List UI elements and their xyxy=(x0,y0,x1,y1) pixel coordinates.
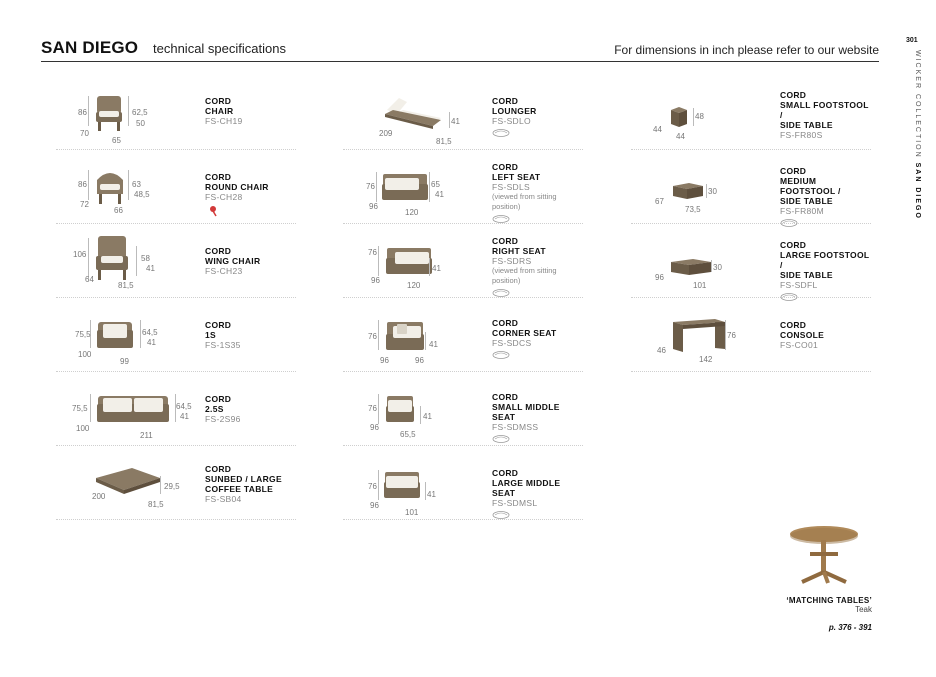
product-name-line: SUNBED / LARGE xyxy=(205,474,282,484)
dim-depth: 72 xyxy=(80,200,89,209)
dim-width: 81,5 xyxy=(436,137,452,146)
matching-pages: p. 376 - 391 xyxy=(828,623,872,632)
fabric-icon xyxy=(492,434,510,444)
brand-title: SAN DIEGO xyxy=(41,38,139,57)
fabric-icon xyxy=(492,350,510,360)
product-code: FS-SDRS xyxy=(492,256,532,266)
dim-width: 96 xyxy=(415,356,424,365)
dim-width: 120 xyxy=(405,208,419,217)
large-footstool-image xyxy=(669,258,713,276)
product-name-line: LEFT SEAT xyxy=(492,172,541,182)
product-info xyxy=(780,166,871,228)
teak-table-image xyxy=(788,524,860,584)
medium-footstool-image xyxy=(671,182,705,200)
product-code: FS-SDMSS xyxy=(492,422,539,432)
armchair-image xyxy=(96,318,134,350)
dim-width: 73,5 xyxy=(685,205,701,214)
dim-width: 44 xyxy=(676,132,685,141)
wing-chair-image xyxy=(94,234,130,282)
product-name-line: SIDE TABLE xyxy=(780,270,833,280)
product-code: FS-CO01 xyxy=(780,340,818,350)
dim-depth: 44 xyxy=(653,125,662,134)
matching-tables xyxy=(782,596,872,632)
product-2-5s xyxy=(56,380,296,446)
dim-seat: 41 xyxy=(180,412,189,421)
dim-width: 81,5 xyxy=(118,281,134,290)
fabric-icon xyxy=(780,292,798,302)
product-code: FS-SDFL xyxy=(780,280,818,290)
sofa-image xyxy=(96,392,170,424)
corner-seat-image xyxy=(385,320,425,352)
product-name-line: SMALL FOOTSTOOL / xyxy=(780,100,869,120)
product-name-line: CORNER SEAT xyxy=(492,328,557,338)
product-code: FS-2S96 xyxy=(205,414,241,424)
lounger-image xyxy=(381,96,443,130)
dim-width: 81,5 xyxy=(148,500,164,509)
product-info xyxy=(205,96,243,126)
product-info xyxy=(492,162,583,224)
fabric-icon xyxy=(492,214,510,224)
dim-height: 75,5 xyxy=(72,404,88,413)
product-name-line: CORD xyxy=(492,318,519,328)
product-name-line: CORD xyxy=(205,246,232,256)
dimensions-note: For dimensions in inch please refer to our website xyxy=(614,43,879,57)
product-console xyxy=(631,306,871,372)
product-name-line: CORD xyxy=(205,320,232,330)
product-right-seat xyxy=(343,232,583,298)
product-name-line: CORD xyxy=(205,96,232,106)
dim-seat: 50 xyxy=(136,119,145,128)
large-middle-seat-image xyxy=(383,470,421,500)
product-code: FS-FR80M xyxy=(780,206,824,216)
product-info xyxy=(780,320,824,350)
dim-seat: 41 xyxy=(146,264,155,273)
product-1s xyxy=(56,306,296,372)
product-name-line: SIDE TABLE xyxy=(780,196,833,206)
collection-name: SAN DIEGO xyxy=(914,162,921,220)
fabric-icon xyxy=(780,218,798,228)
fabric-icon xyxy=(492,128,510,138)
product-code: FS-SDLS xyxy=(492,182,530,192)
product-code: FS-SDCS xyxy=(492,338,532,348)
console-image xyxy=(671,318,727,354)
product-corner-seat xyxy=(343,306,583,372)
dim-height: 86 xyxy=(78,180,87,189)
dim-height: 76 xyxy=(727,331,736,340)
product-left-seat xyxy=(343,158,583,224)
product-code: FS-1S35 xyxy=(205,340,241,350)
product-name-line: CORD xyxy=(492,236,519,246)
product-info xyxy=(492,236,583,298)
product-name-line: CONSOLE xyxy=(780,330,825,340)
product-medium-footstool xyxy=(631,158,871,224)
product-name-line: CORD xyxy=(780,166,807,176)
dim-width: 65 xyxy=(112,136,121,145)
dim-height: 30 xyxy=(713,263,722,272)
product-info xyxy=(492,392,583,444)
product-code: FS-SB04 xyxy=(205,494,242,504)
product-info xyxy=(492,468,583,520)
fabric-icon xyxy=(492,510,510,520)
dim-height: 76 xyxy=(368,404,377,413)
dim-seat-arm: 63 xyxy=(132,180,141,189)
product-name-line: MEDIUM FOOTSTOOL / xyxy=(780,176,841,196)
dim-width: 99 xyxy=(120,357,129,366)
dim-depth: 67 xyxy=(655,197,664,206)
product-name-line: LARGE FOOTSTOOL / xyxy=(780,250,870,270)
pin-icon xyxy=(208,205,220,217)
dim-height: 48 xyxy=(695,112,704,121)
dim-seat: 41 xyxy=(147,338,156,347)
dim-seat-arm: 62,5 xyxy=(132,108,148,117)
product-name-line: 2.5S xyxy=(205,404,224,414)
product-info xyxy=(205,394,241,424)
matching-title: ‘MATCHING TABLES’ xyxy=(786,596,872,605)
product-round-chair xyxy=(56,158,296,224)
dim-depth: 100 xyxy=(78,350,92,359)
dim-height: 106 xyxy=(73,250,87,259)
product-code: FS-CH23 xyxy=(205,266,243,276)
dim-depth: 96 xyxy=(369,202,378,211)
product-name-line: CORD xyxy=(780,320,807,330)
product-name-line: CORD xyxy=(780,90,807,100)
product-info xyxy=(205,172,269,219)
product-info xyxy=(492,96,537,138)
product-name-line: CHAIR xyxy=(205,106,234,116)
dim-width: 65,5 xyxy=(400,430,416,439)
dim-seat: 41 xyxy=(427,490,436,499)
page-header xyxy=(41,36,879,62)
product-note: (viewed from sitting position) xyxy=(492,192,557,211)
product-name-line: CORD xyxy=(492,468,519,478)
product-info xyxy=(780,90,871,140)
product-sunbed xyxy=(56,454,296,520)
small-footstool-image xyxy=(669,106,689,128)
round-chair-image xyxy=(94,166,126,206)
dim-depth: 96 xyxy=(370,501,379,510)
left-seat-image xyxy=(381,172,429,202)
product-name-line: CORD xyxy=(205,394,232,404)
fabric-icon xyxy=(492,288,510,298)
product-code: FS-CH28 xyxy=(205,192,243,202)
dim-depth: 96 xyxy=(380,356,389,365)
dim-height: 76 xyxy=(368,482,377,491)
dim-depth: 96 xyxy=(370,423,379,432)
product-info xyxy=(205,320,241,350)
dim-height: 29,5 xyxy=(164,482,180,491)
side-collection-label xyxy=(914,50,921,220)
dim-width: 101 xyxy=(693,281,707,290)
dim-depth: 70 xyxy=(80,129,89,138)
product-name-line: SIDE TABLE xyxy=(780,120,833,130)
product-info xyxy=(205,246,260,276)
product-wing-chair xyxy=(56,232,296,298)
dim-height: 41 xyxy=(451,117,460,126)
collection-label: WICKER COLLECTION xyxy=(914,50,921,159)
product-small-footstool xyxy=(631,84,871,150)
product-name-line: CORD xyxy=(205,464,232,474)
dim-length: 200 xyxy=(92,492,106,501)
dim-depth: 96 xyxy=(655,273,664,282)
dim-seat: 48,5 xyxy=(134,190,150,199)
product-name-line: 1S xyxy=(205,330,216,340)
dim-depth: 46 xyxy=(657,346,666,355)
product-info xyxy=(205,464,282,504)
dim-depth: 100 xyxy=(76,424,90,433)
product-name-line: LOUNGER xyxy=(492,106,537,116)
page-subtitle: technical specifications xyxy=(153,41,286,56)
product-name-line: SMALL MIDDLE SEAT xyxy=(492,402,560,422)
product-code: FS-CH19 xyxy=(205,116,243,126)
product-name-line: ROUND CHAIR xyxy=(205,182,269,192)
page-number: 301 xyxy=(906,37,918,44)
dim-seat: 41 xyxy=(435,190,444,199)
product-small-middle-seat xyxy=(343,380,583,446)
product-chair xyxy=(56,84,296,150)
dim-length: 209 xyxy=(379,129,393,138)
dim-seat-arm: 58 xyxy=(141,254,150,263)
dim-height: 76 xyxy=(366,182,375,191)
product-code: FS-SDMSL xyxy=(492,498,538,508)
product-name-line: CORD xyxy=(492,96,519,106)
product-name-line: RIGHT SEAT xyxy=(492,246,546,256)
product-name-line: WING CHAIR xyxy=(205,256,261,266)
product-lounger xyxy=(343,84,583,150)
product-name-line: COFFEE TABLE xyxy=(205,484,274,494)
dim-width: 142 xyxy=(699,355,713,364)
dim-depth: 64 xyxy=(85,275,94,284)
dim-seat: 41 xyxy=(423,412,432,421)
product-name-line: LARGE MIDDLE SEAT xyxy=(492,478,561,498)
product-large-middle-seat xyxy=(343,454,583,520)
right-seat-image xyxy=(385,246,433,276)
dim-width: 101 xyxy=(405,508,419,517)
dim-width: 120 xyxy=(407,281,421,290)
product-name-line: CORD xyxy=(492,162,519,172)
product-large-footstool xyxy=(631,232,871,298)
product-note: (viewed from sitting position) xyxy=(492,266,557,285)
dim-seat-arm: 64,5 xyxy=(142,328,158,337)
dim-height: 30 xyxy=(708,187,717,196)
dim-seat-arm: 65 xyxy=(431,180,440,189)
product-code: FS-FR80S xyxy=(780,130,823,140)
dim-height: 76 xyxy=(368,332,377,341)
dim-seat: 41 xyxy=(429,340,438,349)
dim-seat-arm: 64,5 xyxy=(176,402,192,411)
product-info xyxy=(492,318,557,360)
dim-height: 76 xyxy=(368,248,377,257)
product-name-line: CORD xyxy=(780,240,807,250)
product-name-line: CORD xyxy=(205,172,232,182)
dim-seat: 41 xyxy=(432,264,441,273)
dim-width: 211 xyxy=(140,431,153,440)
chair-image xyxy=(94,94,124,132)
dim-depth: 96 xyxy=(371,276,380,285)
dim-width: 66 xyxy=(114,206,123,215)
product-code: FS-SDLO xyxy=(492,116,531,126)
matching-material: Teak xyxy=(855,605,872,614)
product-info xyxy=(780,240,871,302)
dim-height: 75,5 xyxy=(75,330,91,339)
product-name-line: CORD xyxy=(492,392,519,402)
small-middle-seat-image xyxy=(385,394,415,424)
dim-height: 86 xyxy=(78,108,87,117)
